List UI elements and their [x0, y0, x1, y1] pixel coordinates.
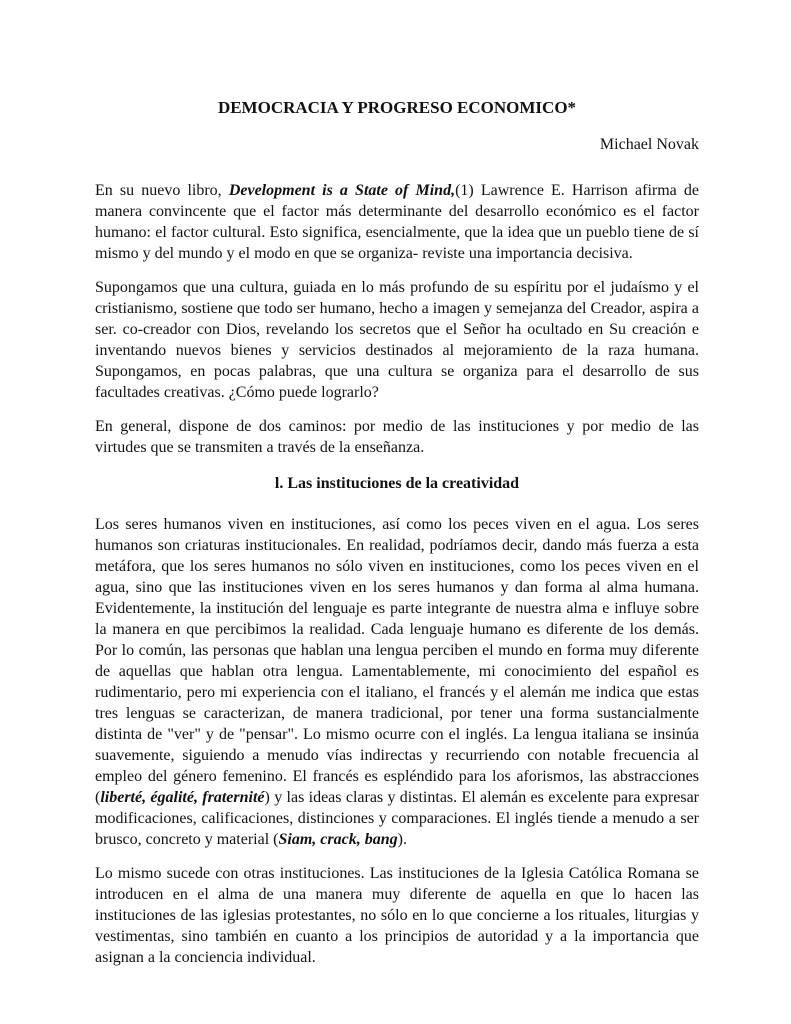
- section-heading-institutions: l. Las instituciones de la creatividad: [274, 475, 520, 492]
- french-words-emphasis: liberté, égalité, fraternité: [100, 789, 265, 806]
- author-byline: Michael Novak: [599, 136, 699, 153]
- book-title-emphasis: Development is a State of Mind,: [228, 182, 456, 199]
- paragraph-church-institutions: Lo mismo sucede con otras instituciones. Las instituciones de la Iglesia Católica Romana se introducen en el alma de una manera muy diferente de aquella en que lo hacen las instituciones de las iglesias protestantes, no sólo en lo que concierne a los rituales, liturgias y vestimentas, sino también en cuanto a los principios de autoridad y a la importancia que asignan a la conciencia individual.: [95, 865, 699, 966]
- english-words-emphasis: Siam, crack, bang: [278, 831, 398, 848]
- paragraph-intro-rest: (1) Lawrence E. Harrison afirma de manera convincente que el factor más determinante del desarrollo económico es el factor humano: el factor cultural. Esto significa, esencialmente, que la idea que un pueblo tiene de sí mismo y del mundo y el modo en que se organiza- reviste una importancia decisiva.: [95, 182, 700, 262]
- document-title: DEMOCRACIA Y PROGRESO ECONOMICO*: [217, 98, 577, 117]
- paragraph-institutions-part1: Los seres humanos viven en instituciones, así como los peces viven en el agua. Los seres humanos son criaturas institucionales. En realidad, podríamos decir, dando más fuerza a esta metáfora, que los seres humanos no sólo viven en instituciones, como los peces viven en el agua, sino que las instituciones viven en los seres humanos y dan forma al alma humana. Evidentemente, la institución del lenguaje es parte integrante de nuestra alma e influye sobre la manera en que percibimos la realidad. Cada lenguaje humano es diferente de los demás. Por lo común, las personas que hablan una lengua perciben el mundo en forma muy diferente de aquellas que hablan otra lengua. Lamentablemente, mi conocimiento del español es rudimentario, pero mi experiencia con el italiano, el francés y el alemán me indica que estas tres lenguas se caracterizan, de manera tradicional, por tener una forma sustancialmente distinta de "ver" y de "pensar". Lo mismo ocurre con el inglés. La lengua italiana se insinúa suavemente, siguiendo a menudo vías indirectas y recurriendo con notable frecuencia al empleo del género femenino. El francés es espléndido para los aforismos, las abstracciones (: [95, 516, 699, 806]
- paragraph-intro: [95, 180, 699, 264]
- paragraph-institutions-language: [95, 514, 699, 850]
- paragraph-institutions-part3: ).: [397, 831, 407, 848]
- paragraph-institutions-part2: ) y las ideas claras y distintas. El alemán es excelente para expresar modificaciones, calificaciones, distinciones y comparaciones. El inglés tiende a menudo a ser brusco, concreto y material (: [95, 789, 699, 848]
- paragraph-intro-lead: En su nuevo libro,: [95, 182, 229, 199]
- paragraph-culture-supposition: Supongamos que una cultura, guiada en lo más profundo de su espíritu por el judaísmo y el cristianismo, sostiene que todo ser humano, hecho a imagen y semejanza del Creador, aspira a ser. co-creador con Dios, revelando los secretos que el Señor ha ocultado en Su creación e inventando nuevos bienes y servicios destinados al mejoramiento de la raza humana. Supongamos, en pocas palabras, que una cultura se organiza para el desarrollo de sus facultades creativas. ¿Cómo puede lograrlo?: [95, 279, 699, 401]
- paragraph-two-paths: En general, dispone de dos caminos: por medio de las instituciones y por medio de las virtudes que se transmiten a través de la enseñanza.: [95, 418, 699, 456]
